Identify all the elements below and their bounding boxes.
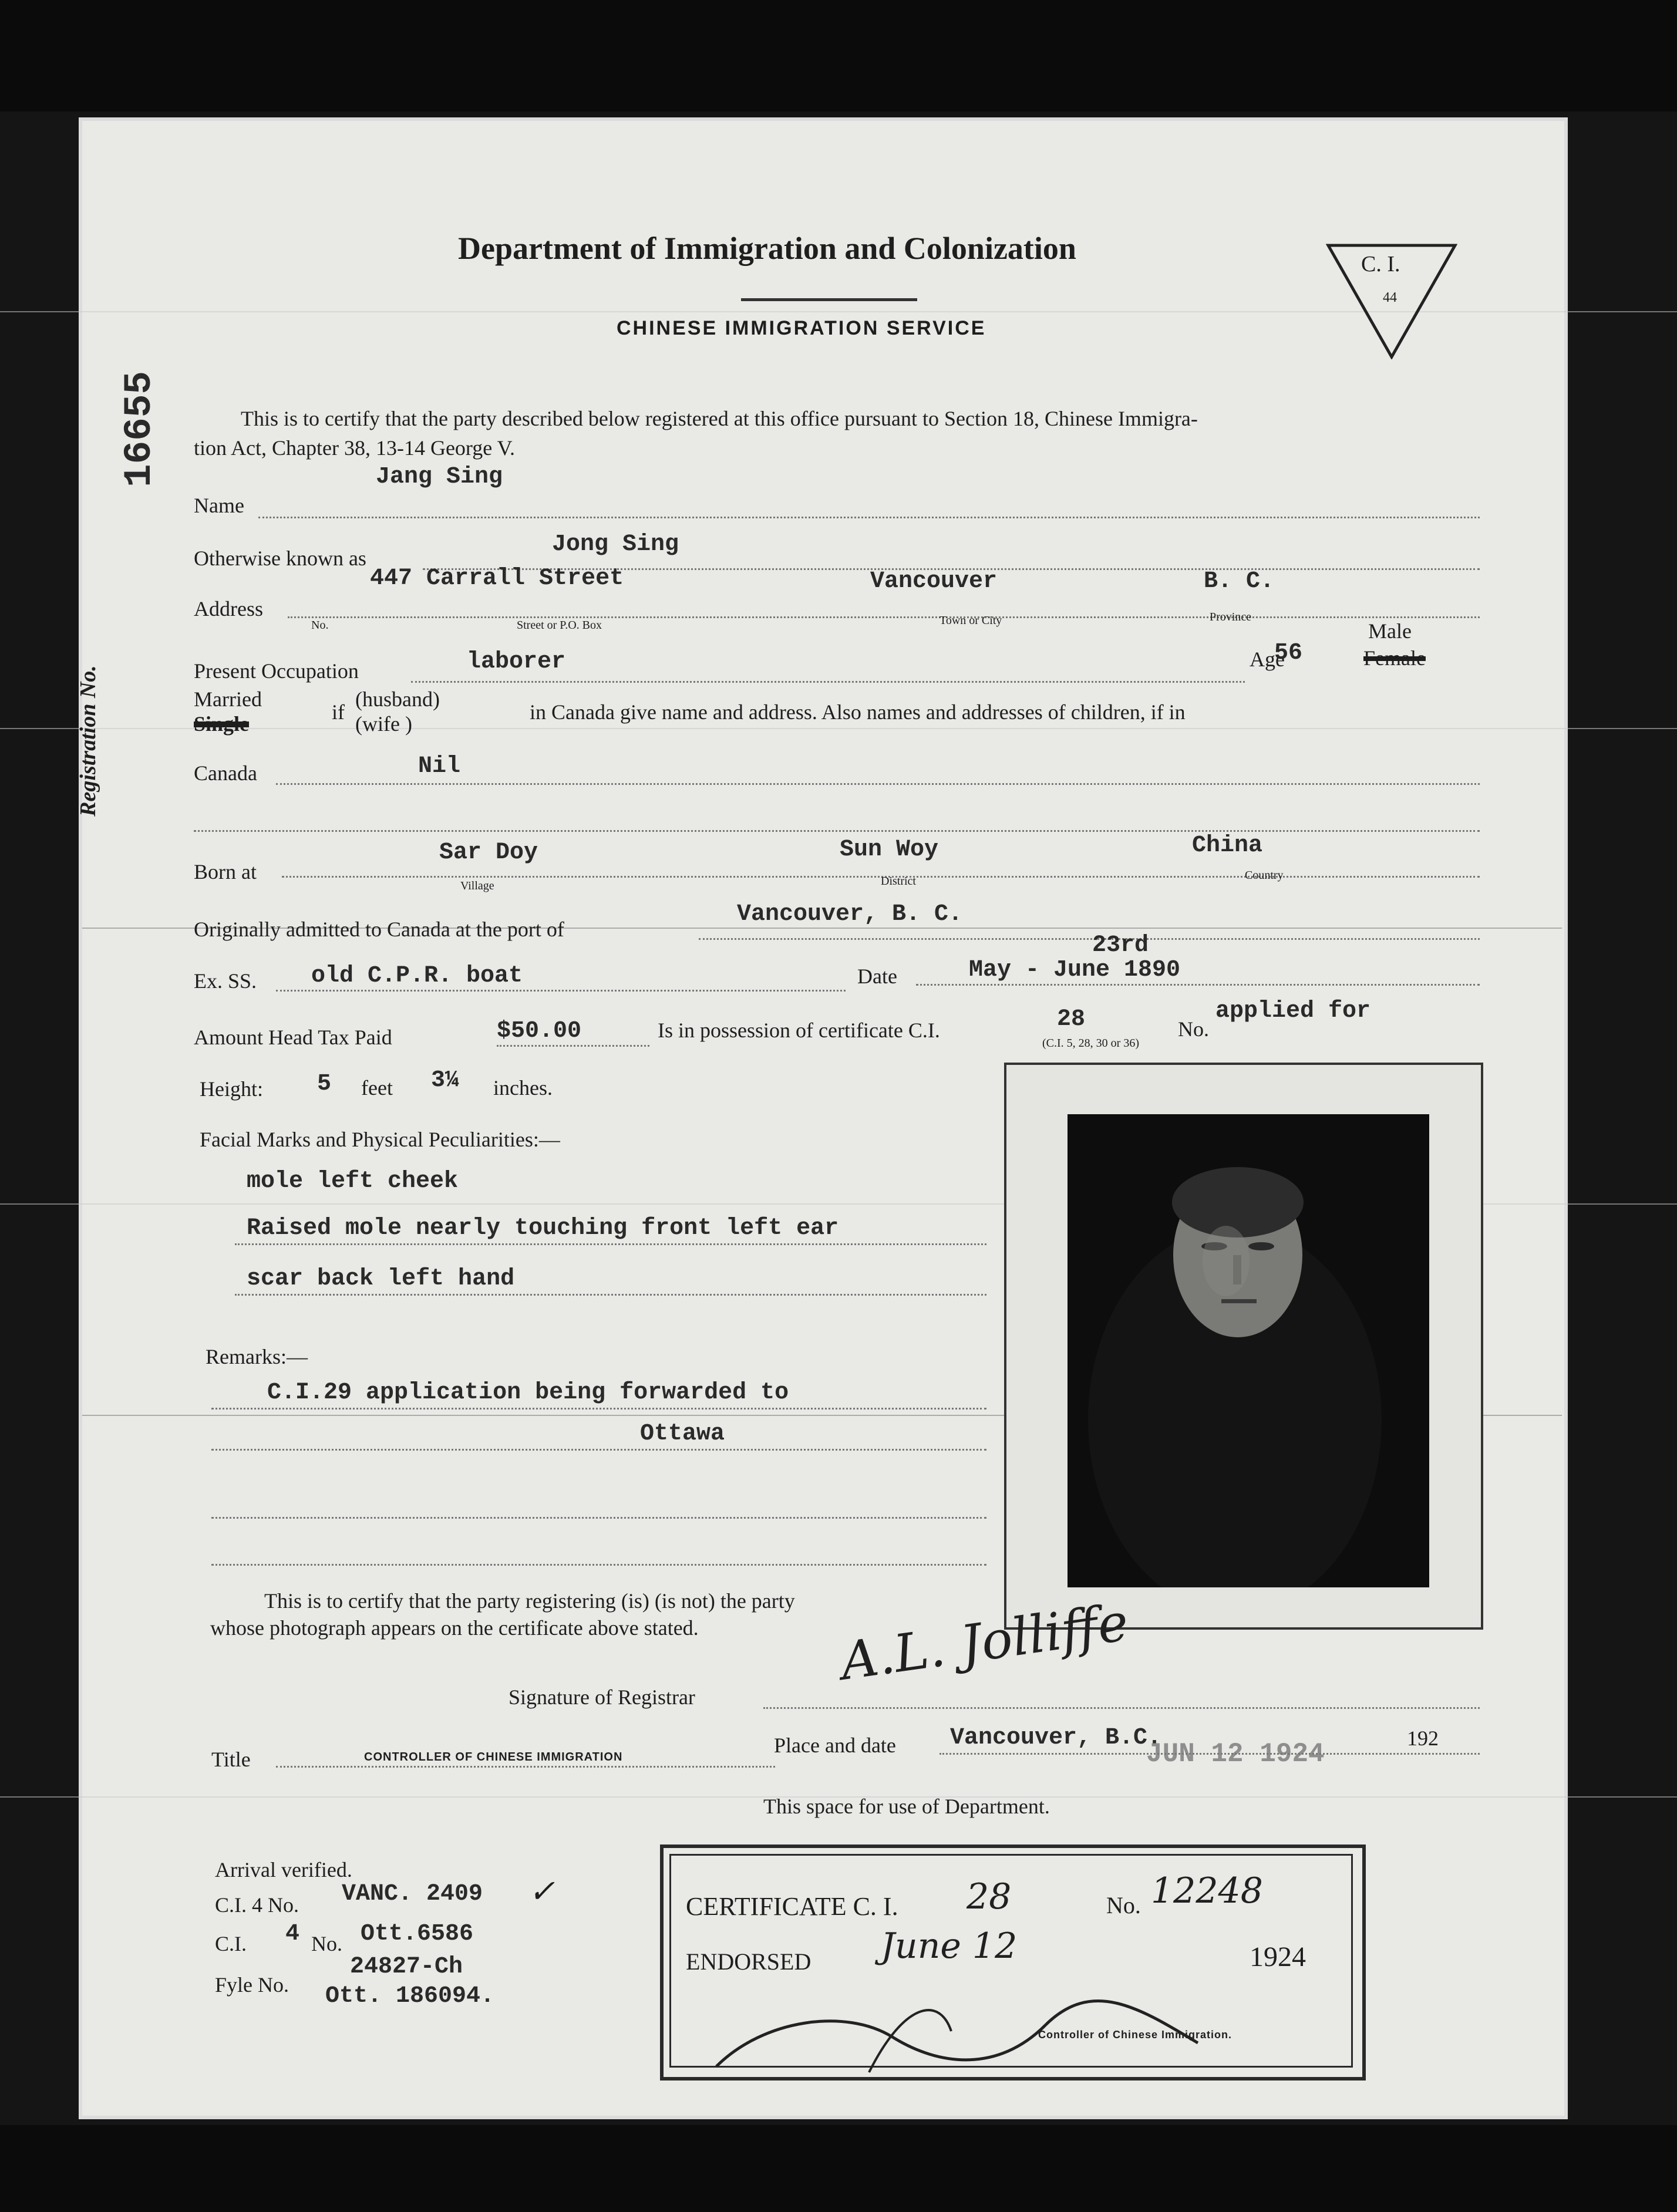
name-value: Jang Sing xyxy=(376,464,503,490)
mark-3: scar back left hand xyxy=(247,1266,515,1292)
canada-label: Canada xyxy=(194,761,257,785)
ss-label: Ex. SS. xyxy=(194,969,257,993)
date-label: Date xyxy=(857,965,897,988)
registrar-signature: A.L. Jolliffe xyxy=(837,1591,1132,1692)
department-title: Department of Immigration and Colonization xyxy=(458,231,1076,266)
mark-2: Raised mole nearly touching front left ear xyxy=(247,1215,839,1242)
name-label: Name xyxy=(194,494,244,517)
born-district-caption: District xyxy=(881,875,916,888)
remark-1: C.I.29 application being forwarded to xyxy=(267,1380,789,1406)
inches-label: inches. xyxy=(493,1076,553,1100)
stamp-certificate-label: CERTIFICATE C. I. xyxy=(686,1892,898,1921)
remarks-line-2 xyxy=(211,1449,986,1451)
possession-ci: 28 xyxy=(1057,1006,1086,1033)
title-line xyxy=(276,1766,775,1768)
canada-value: Nil xyxy=(418,753,461,780)
marks-label: Facial Marks and Physical Peculiarities:— xyxy=(200,1128,560,1151)
ci-label: C.I. xyxy=(215,1932,247,1955)
place-date-stamp: JUN 12 1924 xyxy=(1146,1739,1325,1769)
form-code: C. I. xyxy=(1361,252,1400,276)
stamp-controller: Controller of Chinese Immigration. xyxy=(1038,2029,1233,2041)
address-province-value: B. C. xyxy=(1204,568,1275,595)
certify-intro-line1: This is to certify that the party described below registered at this office pursuant to Section 18, Chinese Immigra- xyxy=(241,407,1198,430)
ci-form: 4 xyxy=(285,1921,300,1947)
ci-no-label: No. xyxy=(311,1932,342,1955)
marks-line-2 xyxy=(235,1243,986,1245)
arrival-label: Arrival verified. xyxy=(215,1858,352,1881)
place-value: Vancouver, B.C. xyxy=(950,1725,1162,1751)
admitted-line xyxy=(699,938,1480,940)
ss-line xyxy=(276,990,846,992)
date-value: May - June 1890 xyxy=(969,957,1181,983)
title-label: Title xyxy=(211,1748,251,1771)
wife-label: (wife ) xyxy=(355,712,412,736)
feet-label: feet xyxy=(361,1076,393,1100)
signature-label: Signature of Registrar xyxy=(509,1685,695,1709)
age-label: Age xyxy=(1250,648,1285,671)
born-country: China xyxy=(1192,832,1263,859)
fyle-label: Fyle No. xyxy=(215,1973,289,1997)
stamp-endorsed-value: June 12 xyxy=(881,1926,1018,1967)
stamp-no-value: 12248 xyxy=(1151,1870,1263,1911)
registration-number: 16655 xyxy=(117,370,161,487)
canada-line xyxy=(276,783,1480,785)
occupation-line xyxy=(411,681,1245,683)
form-number: 44 xyxy=(1383,290,1397,305)
born-village-caption: Village xyxy=(460,879,494,892)
ss-value: old C.P.R. boat xyxy=(311,963,523,989)
remark-2: Ottawa xyxy=(640,1421,725,1447)
otherwise-label: Otherwise known as xyxy=(194,547,366,570)
fyle-value-2: Ott. 186094. xyxy=(325,1983,495,2009)
place-label: Place and date xyxy=(774,1734,896,1757)
address-city-value: Vancouver xyxy=(870,568,998,595)
possession-caption: (C.I. 5, 28, 30 or 36) xyxy=(1042,1037,1139,1050)
possession-label: Is in possession of certificate C.I. xyxy=(658,1019,940,1042)
stamp-year-value: 1924 xyxy=(1250,1941,1306,1972)
born-district: Sun Woy xyxy=(840,837,939,863)
remarks-label: Remarks:— xyxy=(206,1345,308,1368)
born-country-caption: Country xyxy=(1245,869,1284,882)
address-province-caption: Province xyxy=(1210,611,1252,623)
applicant-photograph xyxy=(1068,1114,1429,1587)
height-inches: 3¼ xyxy=(431,1067,460,1094)
children-text: in Canada give name and address. Also names and addresses of children, if in xyxy=(530,700,1186,724)
if-label: if xyxy=(332,700,345,724)
address-street-value: 447 Carrall Street xyxy=(370,565,624,592)
ci4-value: VANC. 2409 xyxy=(342,1881,483,1907)
stamp-no-label: No. xyxy=(1106,1892,1141,1918)
year-label: 192 xyxy=(1407,1727,1439,1750)
date-above: 23rd xyxy=(1092,932,1149,959)
born-label: Born at xyxy=(194,860,257,884)
film-scratch xyxy=(0,728,1677,729)
film-frame-bottom xyxy=(0,2125,1677,2212)
header-rule xyxy=(741,298,917,301)
born-village: Sar Doy xyxy=(439,839,538,866)
address-no-caption: No. xyxy=(311,619,329,632)
headtax-label: Amount Head Tax Paid xyxy=(194,1026,392,1049)
signature-line xyxy=(763,1707,1480,1709)
address-line xyxy=(288,616,1480,618)
admitted-label: Originally admitted to Canada at the port of xyxy=(194,918,564,941)
mark-1: mole left cheek xyxy=(247,1168,459,1195)
certify-intro-line2: tion Act, Chapter 38, 13-14 George V. xyxy=(194,436,515,460)
remarks-line-3 xyxy=(211,1517,986,1519)
headtax-value: $50.00 xyxy=(497,1018,582,1044)
possession-no-value: applied for xyxy=(1215,998,1371,1024)
address-city-caption: Town or City xyxy=(939,614,1002,627)
marks-line-3 xyxy=(235,1294,986,1296)
headtax-line xyxy=(497,1045,649,1047)
remarks-line-4 xyxy=(211,1564,986,1566)
possession-no-label: No. xyxy=(1178,1017,1209,1041)
date-line xyxy=(916,984,1480,986)
fyle-value-1: 24827-Ch xyxy=(350,1954,463,1980)
husband-label: (husband) xyxy=(355,687,440,711)
sex-struck: Female xyxy=(1363,646,1426,670)
sex-value: Male xyxy=(1368,619,1412,643)
stamp-signature-flourish xyxy=(693,1984,1221,2078)
occupation-label: Present Occupation xyxy=(194,659,359,683)
name-line xyxy=(258,517,1480,518)
height-feet: 5 xyxy=(317,1071,332,1097)
address-street-caption: Street or P.O. Box xyxy=(517,619,602,632)
place-line xyxy=(939,1753,1480,1755)
registration-label: Registration No. xyxy=(76,665,100,817)
stamp-endorsed-label: ENDORSED xyxy=(686,1948,811,1975)
certify-photo-line1: This is to certify that the party registering (is) (is not) the party xyxy=(264,1589,795,1613)
otherwise-value: Jong Sing xyxy=(552,531,679,558)
department-space-caption: This space for use of Department. xyxy=(763,1795,1050,1818)
occupation-value: laborer xyxy=(467,649,566,675)
stamp-certificate-ci: 28 xyxy=(967,1876,1012,1917)
title-value: CONTROLLER OF CHINESE IMMIGRATION xyxy=(364,1751,623,1763)
address-label: Address xyxy=(194,597,263,621)
check-mark-icon: ✓ xyxy=(528,1874,555,1909)
age-value: 56 xyxy=(1274,640,1303,666)
height-label: Height: xyxy=(200,1077,263,1101)
ci4-label: C.I. 4 No. xyxy=(215,1893,299,1917)
canada-line-2 xyxy=(194,830,1480,832)
married-label: Married xyxy=(194,687,262,711)
certify-photo-line2: whose photograph appears on the certificate above stated. xyxy=(210,1616,699,1640)
service-title: CHINESE IMMIGRATION SERVICE xyxy=(617,317,986,339)
married-struck: Single xyxy=(194,712,250,736)
ci-value: Ott.6586 xyxy=(361,1921,474,1947)
remarks-line-1 xyxy=(211,1408,986,1410)
admitted-value: Vancouver, B. C. xyxy=(737,901,963,928)
film-frame-top xyxy=(0,0,1677,112)
